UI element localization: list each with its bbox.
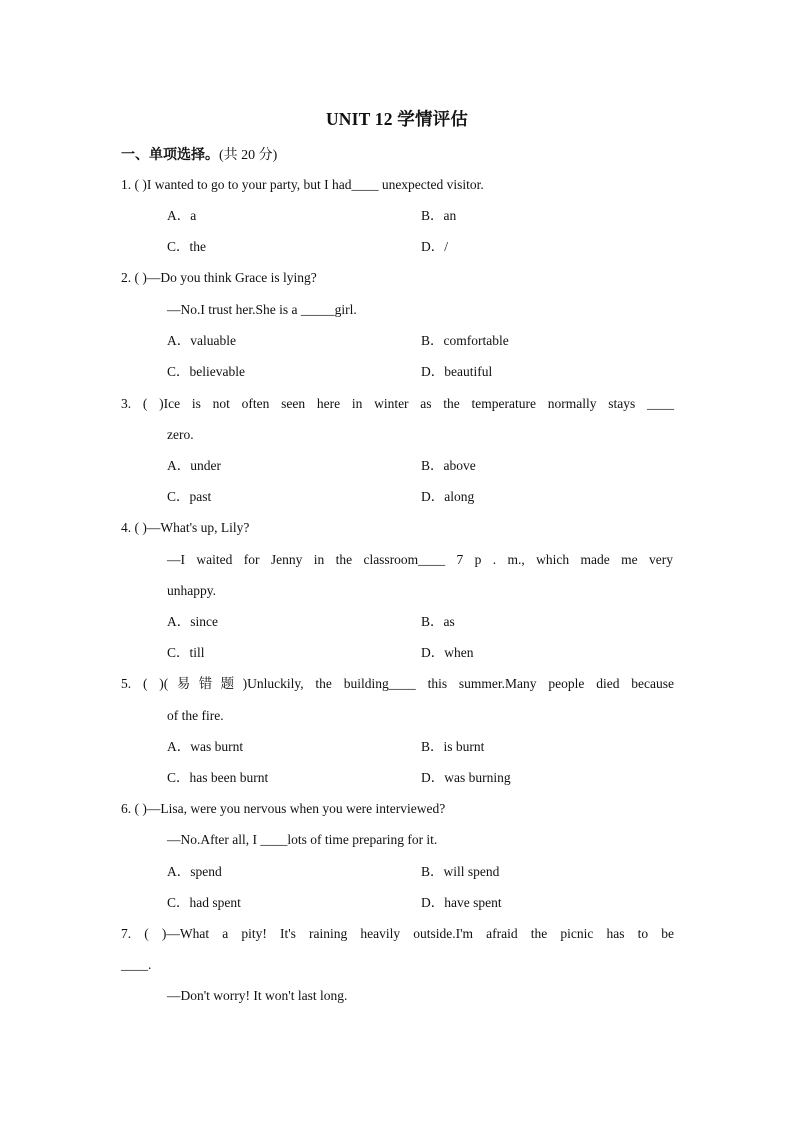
question-5-stem-line-2: of the fire.: [167, 708, 224, 723]
question-6-option-c: C．had spent: [167, 895, 241, 910]
question-7-stem-line-3: —Don't worry! It won't last long.: [167, 988, 348, 1003]
question-5-option-d: D．was burning: [421, 770, 511, 785]
section-label: 一、单项选择。: [121, 148, 219, 163]
section-points: (共 20 分): [219, 148, 278, 163]
question-4-option-d: D．when: [421, 645, 474, 660]
question-7-stem-line-2: ____.: [121, 957, 152, 972]
question-7-stem: 7. ( )—What a pity! It's raining heavily outside.I'm afraid the picnic has to be: [121, 926, 674, 941]
section-heading: [121, 144, 277, 164]
question-2-option-a: A．valuable: [167, 333, 236, 348]
question-4-stem-line-2: —I waited for Jenny in the classroom____ 7 p . m., which made me very: [167, 552, 673, 567]
page-title: UNIT 12 学情评估: [325, 109, 469, 129]
question-6-stem-line-2: —No.After all, I ____lots of time preparing for it.: [167, 832, 438, 847]
question-1-option-a: A．a: [167, 208, 197, 223]
question-2-option-d: D．beautiful: [421, 364, 493, 379]
question-5-option-c: C．has been burnt: [167, 770, 269, 785]
question-2-stem-line-2: —No.I trust her.She is a _____girl.: [167, 302, 357, 317]
question-4-stem-line-3: unhappy.: [167, 583, 216, 598]
question-3-option-b: B．above: [421, 458, 476, 473]
question-3-option-a: A．under: [167, 458, 221, 473]
question-6-option-b: B．will spend: [421, 864, 500, 879]
question-5-option-b: B．is burnt: [421, 739, 485, 754]
question-3-stem: 3. ( )Ice is not often seen here in winter as the temperature normally stays ____: [121, 396, 674, 411]
question-6-stem: 6. ( )—Lisa, were you nervous when you were interviewed?: [121, 801, 446, 816]
question-5-stem: 5. ( )(易错题)Unluckily, the building____ this summer.Many people died because: [121, 676, 674, 691]
question-4-option-a: A．since: [167, 614, 218, 629]
question-2-option-b: B．comfortable: [421, 333, 509, 348]
question-1-option-d: D．/: [421, 239, 448, 254]
question-6-option-d: D．have spent: [421, 895, 502, 910]
question-3-option-d: D．along: [421, 489, 475, 504]
question-5-option-a: A．was burnt: [167, 739, 244, 754]
question-4-stem: 4. ( )—What's up, Lily?: [121, 520, 250, 535]
question-2-option-c: C．believable: [167, 364, 245, 379]
question-2-stem: 2. ( )—Do you think Grace is lying?: [121, 270, 317, 285]
question-3-option-c: C．past: [167, 489, 212, 504]
question-1-stem: 1. ( )I wanted to go to your party, but I had____ unexpected visitor.: [121, 177, 484, 192]
question-3-stem-line-2: zero.: [167, 427, 194, 442]
question-4-option-c: C．till: [167, 645, 205, 660]
question-1-option-b: B．an: [421, 208, 457, 223]
question-1-option-c: C．the: [167, 239, 206, 254]
question-6-option-a: A．spend: [167, 864, 222, 879]
question-4-option-b: B．as: [421, 614, 455, 629]
